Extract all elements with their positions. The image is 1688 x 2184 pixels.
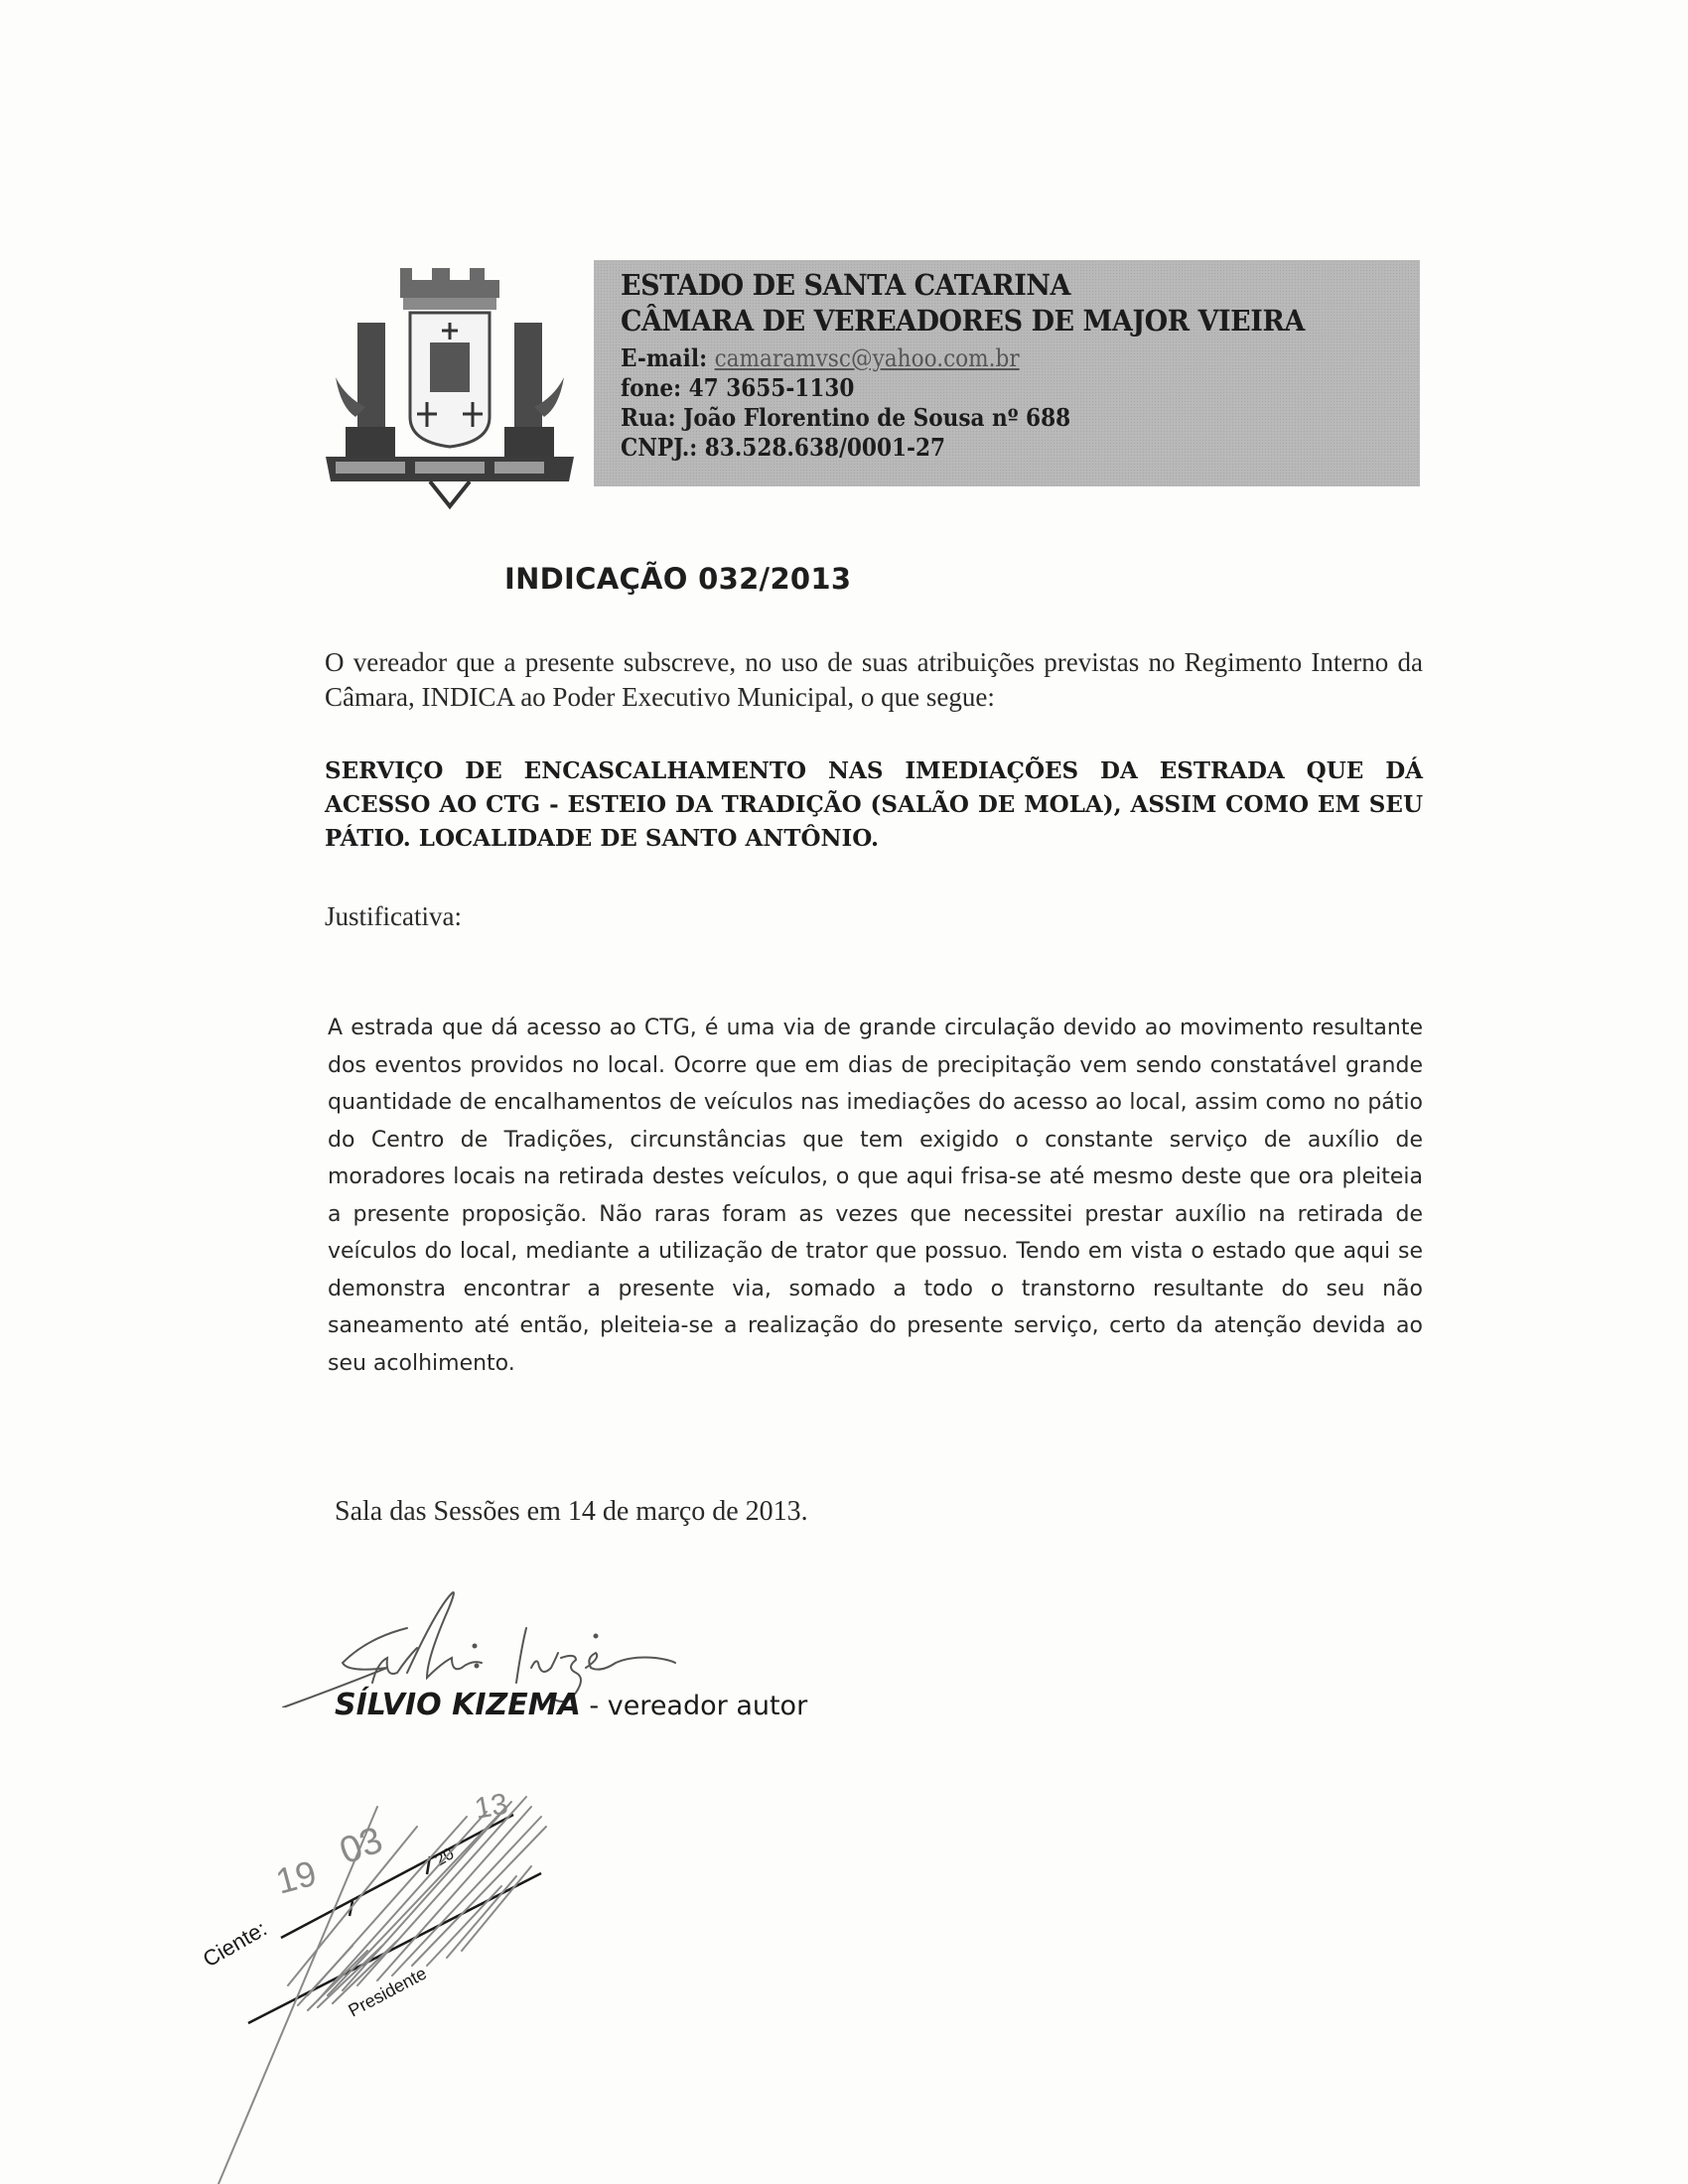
- email-line: [621, 343, 1020, 372]
- subject-heading: SERVIÇO DE ENCASCALHAMENTO NAS IMEDIAÇÕES DA ESTRADA QUE DÁ ACESSO AO CTG - ESTEIO DA TRADIÇÃO (SALÃO DE MOLA), ASSIM COMO EM SEU PÁTIO. LOCALIDADE DE SANTO ANTÔNIO.: [325, 757, 1423, 852]
- ciente-label: Ciente:: [199, 1915, 271, 1973]
- justification-label: Justificativa:: [325, 901, 462, 931]
- handwritten-day: 19: [271, 1851, 321, 1902]
- email-link[interactable]: camaramvsc@yahoo.com.br: [714, 344, 1020, 372]
- year-prefix: 20: [431, 1843, 458, 1870]
- email-label: E-mail:: [621, 343, 715, 372]
- author-role: - vereador autor: [580, 1691, 808, 1721]
- president-label: Presidente: [345, 1963, 430, 2021]
- coat-of-arms-emblem: [316, 268, 584, 511]
- state-name: ESTADO DE SANTA CATARINA: [621, 268, 1071, 302]
- address-line: Rua: João Florentino de Sousa nº 688: [621, 403, 1071, 432]
- phone-line: fone: 47 3655-1130: [621, 373, 855, 402]
- letterhead-box: [594, 260, 1420, 486]
- document-title: INDICAÇÃO 032/2013: [504, 562, 852, 596]
- cnpj-line: CNPJ.: 83.528.638/0001-27: [621, 433, 946, 462]
- author-name: SÍLVIO KIZEMA: [335, 1688, 581, 1722]
- handwritten-month: 03: [334, 1819, 388, 1873]
- chamber-name: CÂMARA DE VEREADORES DE MAJOR VIEIRA: [621, 304, 1305, 338]
- handwritten-year: 13: [472, 1787, 511, 1826]
- place-date: Sala das Sessões em 14 de março de 2013.: [335, 1496, 808, 1527]
- ciente-stamp: [179, 1747, 616, 2184]
- handwritten-signature: [278, 1569, 794, 1707]
- intro-paragraph: O vereador que a presente subscreve, no uso de suas atribuições previstas no Regimento Interno da Câmara, INDICA ao Poder Executivo Municipal, o que segue:: [325, 647, 1423, 712]
- justification-paragraph: A estrada que dá acesso ao CTG, é uma via de grande circulação devido ao movimento resultante dos eventos providos no local. Ocorre que em dias de precipitação vem sendo constatável grande quantidade de encalhamentos de veículos nas imediações do acesso ao local, assim como no pátio do Centro de Tradições, circunstâncias que tem exigido o constante serviço de auxílio de moradores locais na retirada destes veículos, o que aqui frisa-se até mesmo deste que ora pleiteia a presente proposição. Não raras foram as vezes que necessitei prestar auxílio na retirada de veículos do local, mediante a utilização de trator que possuo. Tendo em vista o estado que aqui se demonstra encontrar a presente via, somado a todo o transtorno resultante do seu não saneamento até então, pleiteia-se a realização do presente serviço, certo da atenção devida ao seu acolhimento.: [328, 1016, 1423, 1376]
- author-signature-line: [335, 1688, 807, 1722]
